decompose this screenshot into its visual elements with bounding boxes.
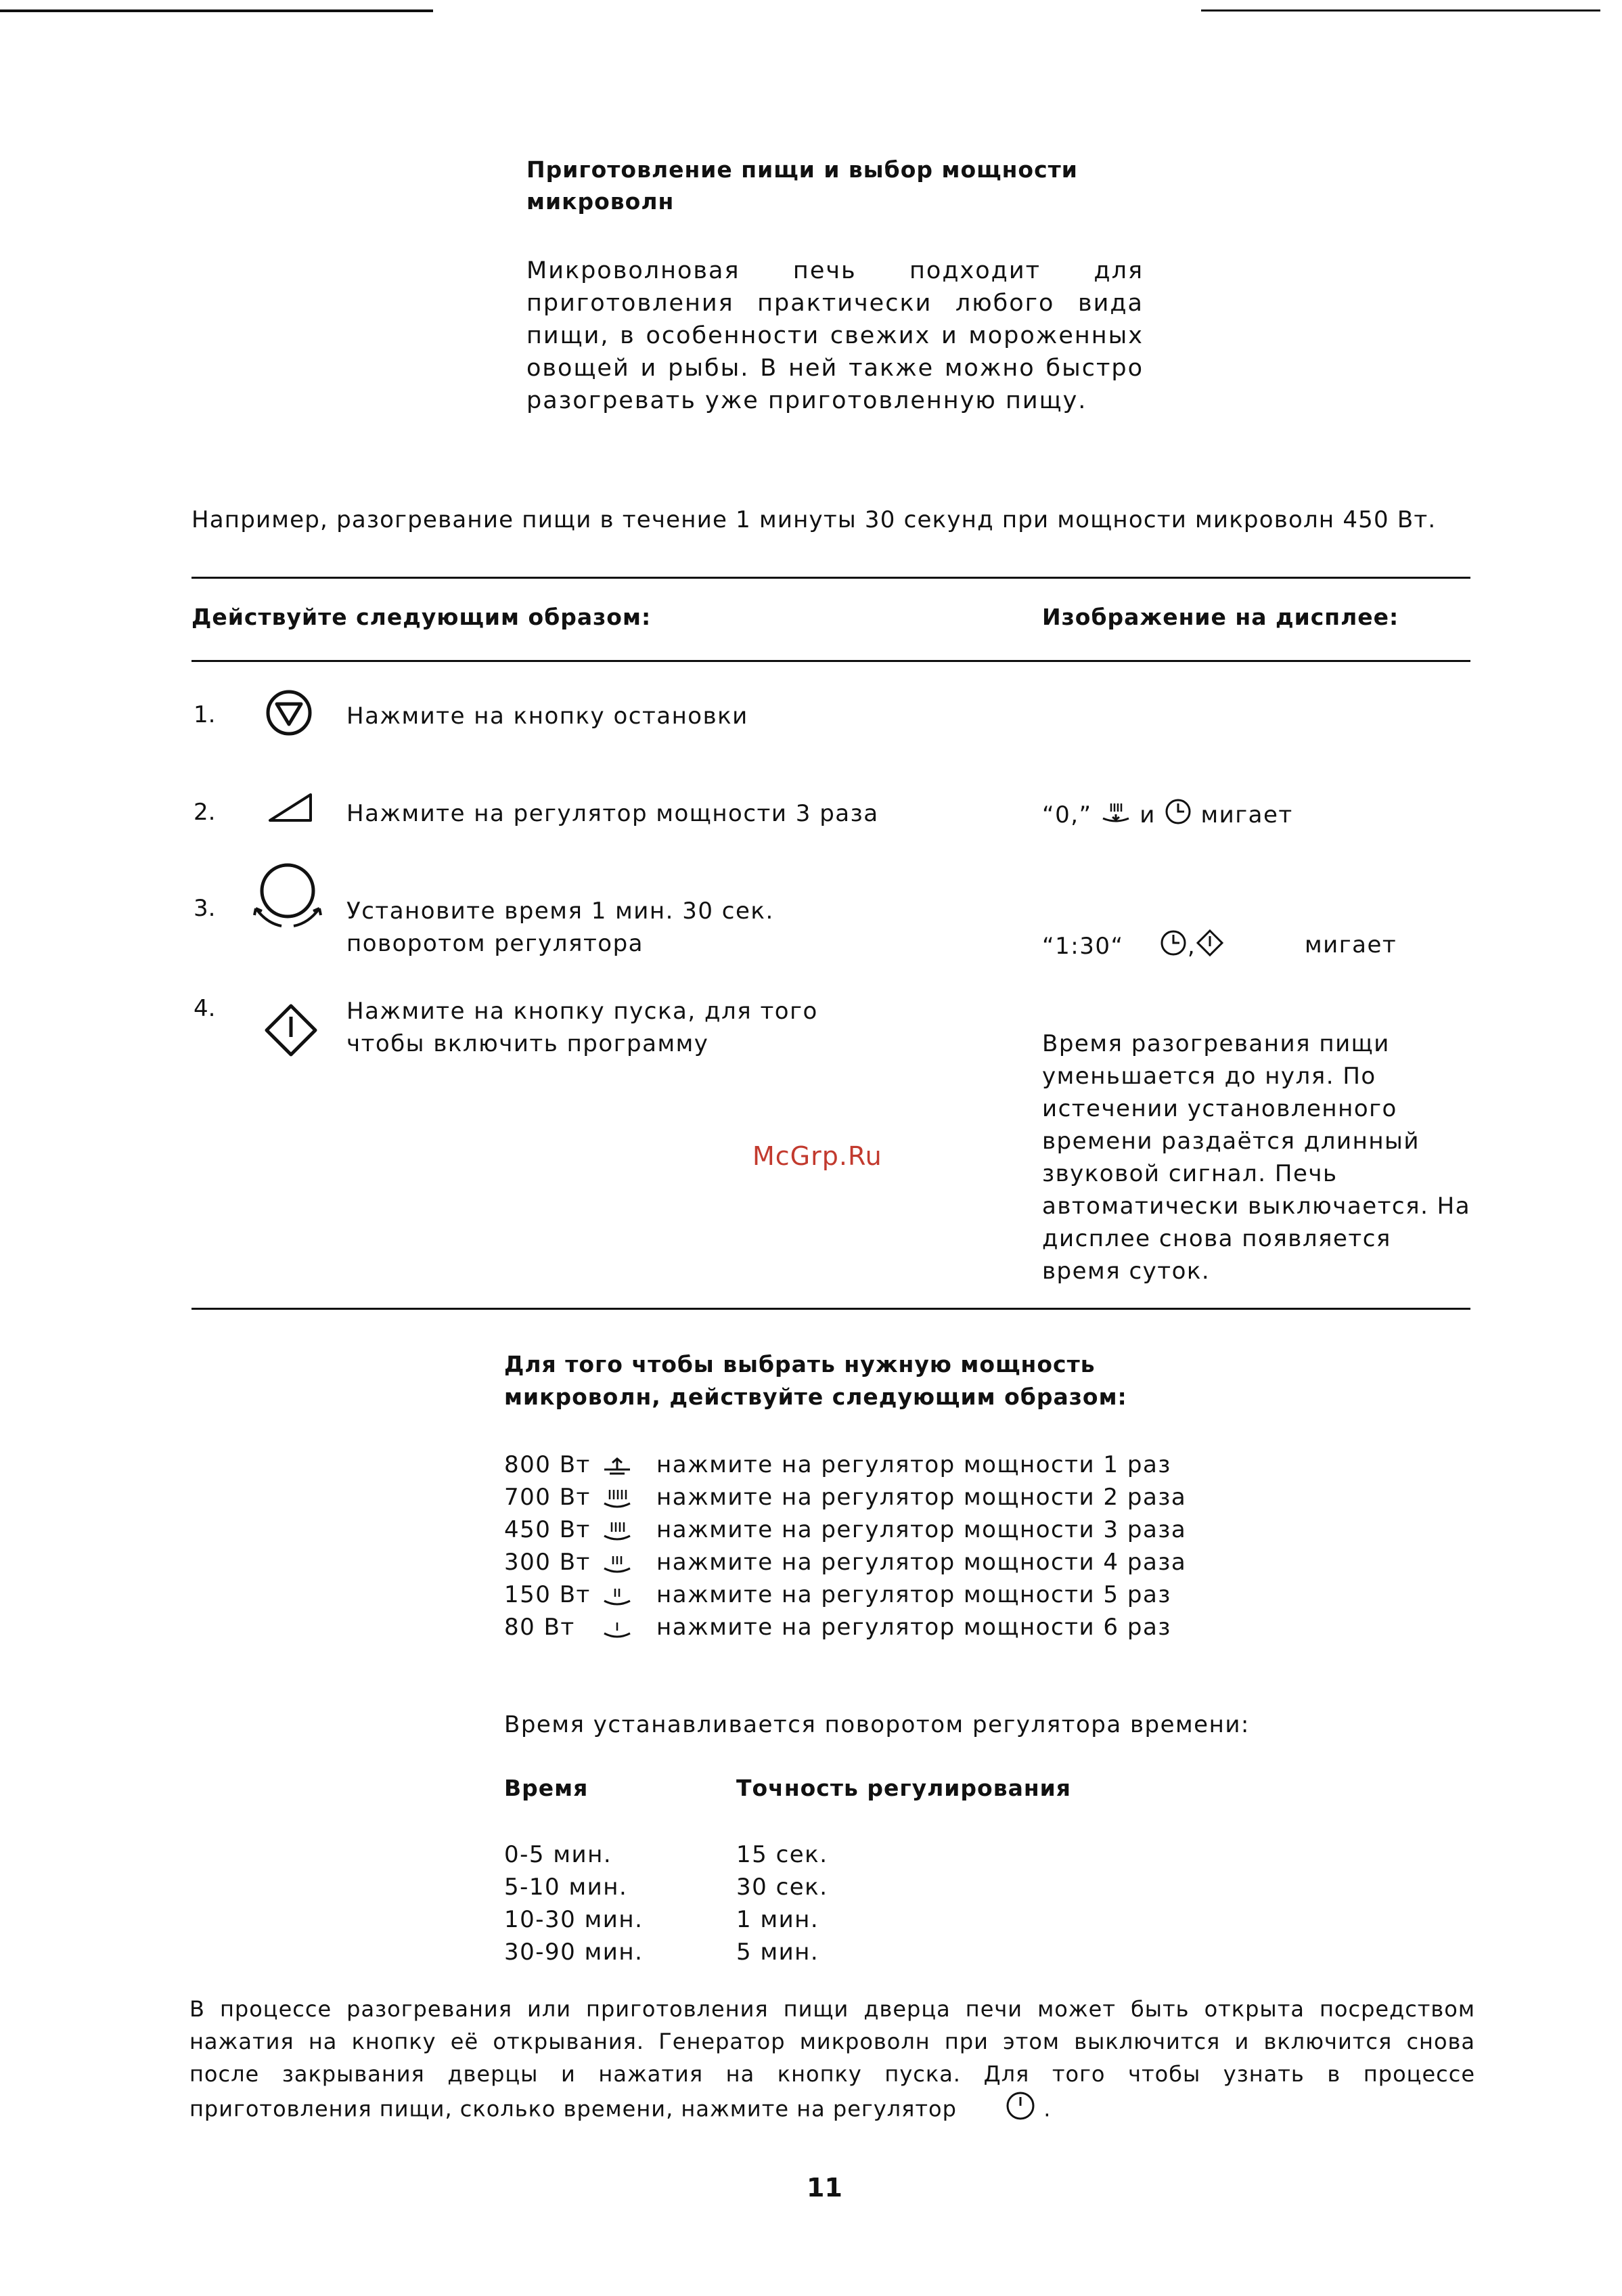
watermark: McGrp.Ru	[752, 1141, 882, 1171]
display-line: Время разогревания пищи	[1042, 1030, 1390, 1057]
time-column-header: Время	[504, 1775, 589, 1801]
display-line: истечении установленного	[1042, 1095, 1397, 1122]
step-3-display	[1042, 929, 1407, 966]
time-intro: Время устанавливается поворотом регулятора времени:	[504, 1711, 1250, 1738]
step-3-text-line2: поворотом регулятора	[346, 930, 644, 957]
footer-line: В процессе разогревания или приготовления пищи дверца печи может быть открыта посредством	[189, 1996, 1475, 2022]
step-2-display	[1042, 797, 1293, 835]
example-text: Например, разогревание пищи в течение 1 минуты 30 секунд при мощности микроволн 450 Вт.	[192, 506, 1437, 533]
power-150-icon	[600, 1584, 634, 1616]
display-blinks-label: мигает	[1200, 801, 1293, 829]
step-1-text: Нажмите на кнопку остановки	[346, 703, 748, 730]
display-comma: ,	[1187, 933, 1196, 960]
power-450-icon	[1100, 800, 1131, 833]
power-800-icon	[600, 1454, 634, 1486]
power-300-icon	[600, 1551, 634, 1584]
power-watts: 300 Вт	[504, 1549, 591, 1576]
step-1-number: 1.	[194, 701, 216, 728]
top-right-rule	[1201, 9, 1600, 12]
step-4-text-line1: Нажмите на кнопку пуска, для того	[346, 998, 818, 1025]
intro-paragraph: Микроволновая печь подходит для приготовления практически любого вида пищи, в особенности свежих и мороженных овощей и рыбы. В ней также можно быстро разогревать уже приготовленную пищу.	[526, 257, 1144, 414]
power-watts: 450 Вт	[504, 1516, 591, 1543]
power-watts: 800 Вт	[504, 1451, 591, 1478]
display-line: автоматически выключается. На	[1042, 1193, 1471, 1220]
time-dial-icon	[250, 858, 325, 935]
step-4-display-text	[1042, 1028, 1470, 1287]
display-zero-value: “0,”	[1042, 801, 1092, 829]
time-row-time: 5-10 мин.	[504, 1874, 628, 1901]
precision-column-header: Точность регулирования	[736, 1775, 1071, 1801]
display-time-value: “1:30“	[1042, 933, 1124, 960]
clock-icon	[1164, 797, 1192, 835]
display-line: времени раздаётся длинный	[1042, 1128, 1420, 1155]
stop-button-icon	[265, 689, 313, 739]
clock-icon	[1159, 929, 1188, 966]
power-instruction: нажмите на регулятор мощности 5 раз	[656, 1581, 1171, 1608]
power-title-line2: микроволн, действуйте следующим образом:	[504, 1384, 1127, 1410]
display-line: время суток.	[1042, 1258, 1211, 1285]
display-line: дисплее снова появляется	[1042, 1225, 1391, 1252]
step-3-text-line1: Установите время 1 мин. 30 сек.	[346, 898, 774, 925]
step-4-number: 4.	[194, 995, 216, 1022]
power-instruction: нажмите на регулятор мощности 1 раз	[656, 1451, 1171, 1478]
power-instruction: нажмите на регулятор мощности 2 раза	[656, 1484, 1187, 1511]
footer-paragraph	[189, 1993, 1475, 2130]
power-knob-icon	[267, 791, 315, 827]
time-row-time: 30-90 мин.	[504, 1939, 644, 1966]
power-title-line1: Для того чтобы выбрать нужную мощность	[504, 1351, 1096, 1377]
top-left-rule	[0, 9, 433, 12]
power-700-icon	[600, 1486, 634, 1519]
display-blinks-label-3: мигает	[1305, 931, 1397, 958]
step-2-number: 2.	[194, 799, 216, 826]
time-row-time: 10-30 мин.	[504, 1906, 644, 1933]
power-watts: 150 Вт	[504, 1581, 591, 1608]
time-row-precision: 15 сек.	[736, 1841, 828, 1868]
table-bottom-rule	[192, 1308, 1470, 1310]
footer-last-text: приготовления пищи, сколько времени, нажмите на регулятор	[189, 2096, 957, 2122]
display-line: уменьшается до нуля. По	[1042, 1063, 1376, 1090]
section-title: Приготовление пищи и выбор мощности микроволн	[526, 156, 1078, 215]
step-3-number: 3.	[194, 895, 216, 922]
power-instruction: нажмите на регулятор мощности 6 раз	[656, 1614, 1171, 1641]
power-instruction: нажмите на регулятор мощности 3 раза	[656, 1516, 1187, 1543]
actions-header: Действуйте следующим образом:	[192, 604, 652, 630]
table-top-rule	[192, 577, 1470, 579]
time-row-precision: 30 сек.	[736, 1874, 828, 1901]
power-watts: 80 Вт	[504, 1614, 575, 1641]
display-header: Изображение на дисплее:	[1042, 604, 1399, 630]
time-row-time: 0-5 мин.	[504, 1841, 612, 1868]
power-80-icon	[600, 1616, 634, 1649]
time-row-precision: 5 мин.	[736, 1939, 819, 1966]
display-and-word: и	[1140, 801, 1156, 829]
footer-end: .	[1043, 2096, 1052, 2122]
clock-icon	[1005, 2090, 1036, 2130]
time-row-precision: 1 мин.	[736, 1906, 819, 1933]
page-number: 11	[807, 2173, 842, 2203]
step-2-text: Нажмите на регулятор мощности 3 раза	[346, 800, 879, 827]
start-icon-small	[1196, 929, 1224, 966]
display-line: звуковой сигнал. Печь	[1042, 1160, 1338, 1187]
footer-line: после закрывания дверцы и нажатия на кнопку пуска. Для того чтобы узнать в процессе	[189, 2061, 1475, 2087]
power-instruction: нажмите на регулятор мощности 4 раза	[656, 1549, 1187, 1576]
footer-line: нажатия на кнопку её открывания. Генератор микроволн при этом выключится и включится снова	[189, 2029, 1475, 2054]
power-watts: 700 Вт	[504, 1484, 591, 1511]
footer-line-last	[189, 2090, 1475, 2130]
table-header-rule	[192, 660, 1470, 662]
power-450-icon	[600, 1519, 634, 1551]
start-button-icon	[264, 1003, 318, 1060]
step-4-text-line2: чтобы включить программу	[346, 1030, 709, 1057]
